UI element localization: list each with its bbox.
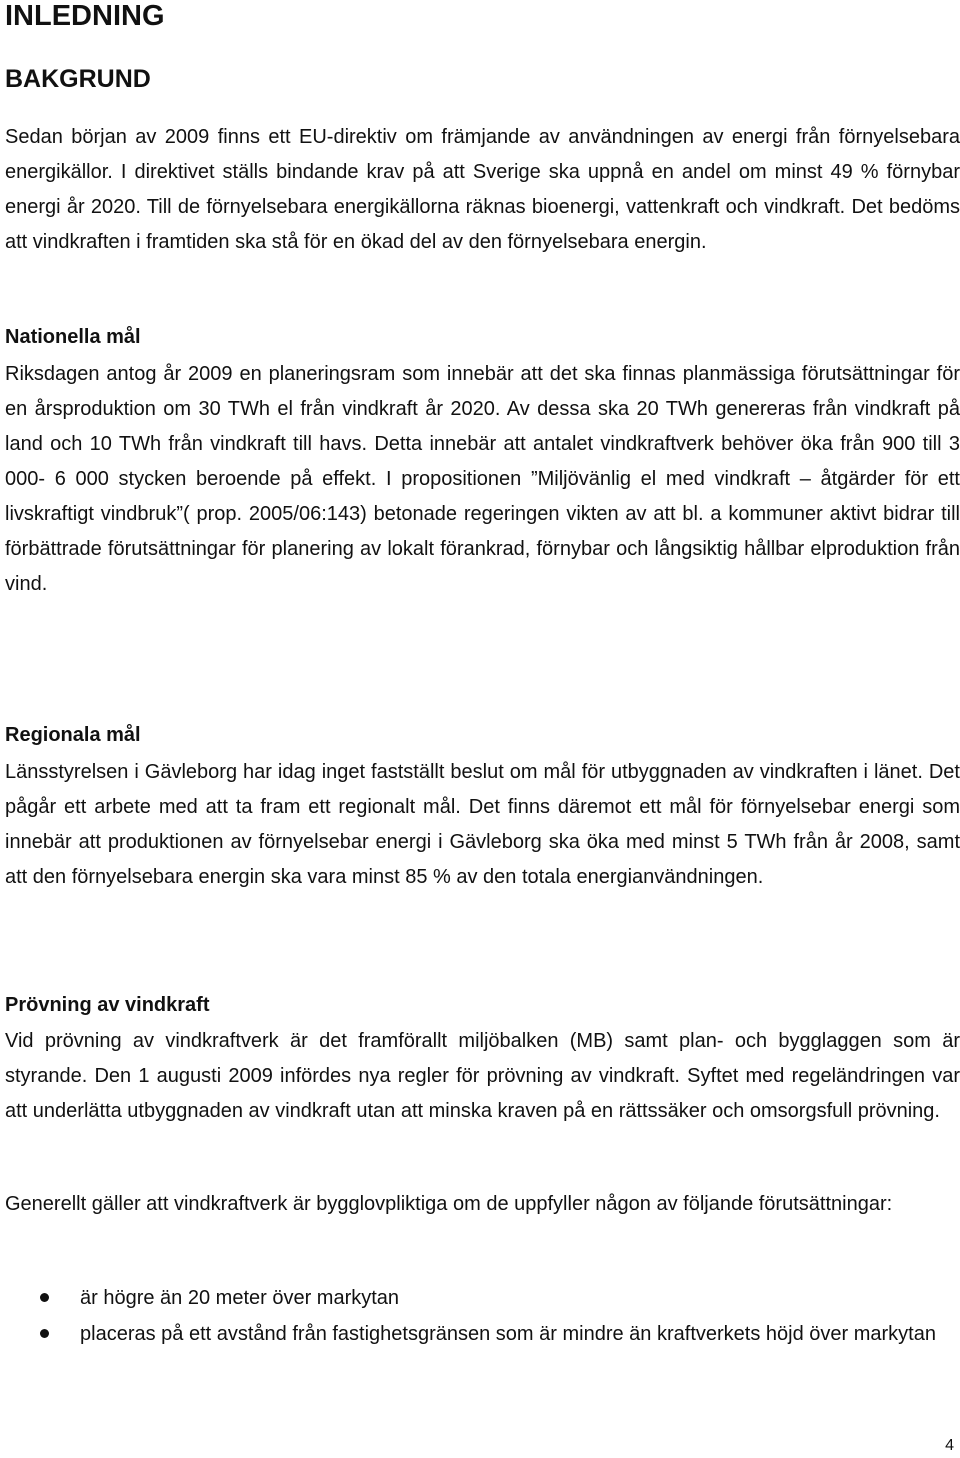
page-number: 4 xyxy=(945,1437,954,1454)
paragraph-nationella-mal: Riksdagen antog år 2009 en planeringsram som innebär att det ska finnas planmässiga förutsättningar för en årsproduktion om 30 TWh el från vindkraft år 2020. Av dessa ska 20 TWh genereras från vindkraft på land och 10 TWh från vindkraft till havs. Detta innebär att antalet vindkraftverk behöver öka från 900 till 3 000- 6 000 stycken beroende på effekt. I propositionen ”Miljövänlig el med vindkraft – åtgärder för ett livskraftigt vindbruk”( prop. 2005/06:143) betonade regeringen vikten av att bl. a kommuner aktivt bidrar till förbättrade förutsättningar för planering av lokalt förankrad, förnybar och långsiktig hållbar elproduktion från vind. xyxy=(5,363,960,595)
requirements-list xyxy=(40,1280,960,1352)
list-item xyxy=(40,1280,960,1316)
section-heading-bakgrund: BAKGRUND xyxy=(5,65,151,93)
subheading-provning: Prövning av vindkraft xyxy=(5,994,210,1016)
paragraph-generellt: Generellt gäller att vindkraftverk är bygglovpliktiga om de uppfyller någon av följande förutsättningar: xyxy=(5,1193,893,1215)
page-title: INLEDNING xyxy=(5,0,165,32)
subheading-nationella-mal: Nationella mål xyxy=(5,326,141,348)
paragraph-bakgrund: Sedan början av 2009 finns ett EU-direktiv om främjande av användningen av energi från förnyelsebara energikällor. I direktivet ställs bindande krav på att Sverige ska uppnå en andel om minst 49 % förnybar energi år 2020. Till de förnyelsebara energikällorna räknas bioenergi, vattenkraft och vindkraft. Det bedöms att vindkraften i framtiden ska stå för en ökad del av den förnyelsebara energin. xyxy=(5,126,960,253)
list-item xyxy=(40,1316,960,1352)
list-item-text: placeras på ett avstånd från fastighetsgränsen som är mindre än kraftverkets höjd över markytan xyxy=(80,1323,936,1345)
list-item-text: är högre än 20 meter över markytan xyxy=(80,1287,400,1309)
paragraph-regionala-mal: Länsstyrelsen i Gävleborg har idag inget fastställt beslut om mål för utbyggnaden av vindkraften i länet. Det pågår ett arbete med att ta fram ett regionalt mål. Det finns däremot ett mål för förnyelsebar energi som innebär att produktionen av förnyelsebar energi i Gävleborg ska öka med minst 5 TWh från år 2008, samt att den förnyelsebara energin ska vara minst 85 % av den totala energianvändningen. xyxy=(5,761,960,888)
paragraph-provning: Vid prövning av vindkraftverk är det framförallt miljöbalken (MB) samt plan- och bygglaggen som är styrande. Den 1 augusti 2009 infördes nya regler för prövning av vindkraft. Syftet med regeländringen var att underlätta utbyggnaden av vindkraft utan att minska kraven på en rättssäker och omsorgsfull prövning. xyxy=(5,1030,960,1122)
bullet-icon xyxy=(40,1293,49,1302)
subheading-regionala-mal: Regionala mål xyxy=(5,724,141,746)
bullet-icon xyxy=(40,1329,49,1338)
